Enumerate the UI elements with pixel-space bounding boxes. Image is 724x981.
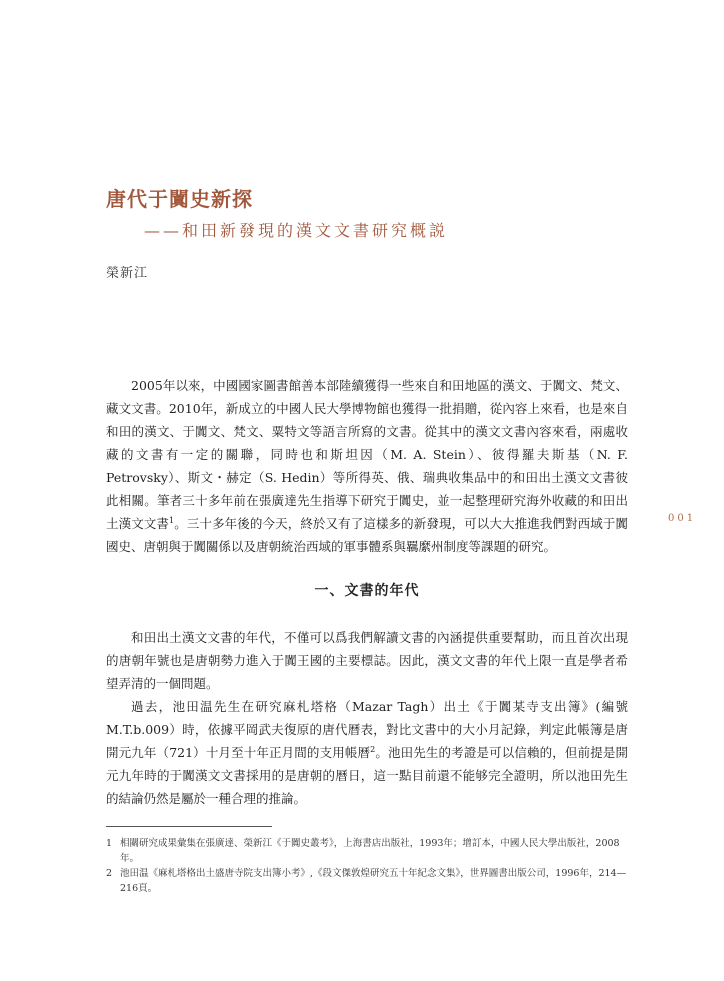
footnote-ref[interactable]: 1 [169,515,175,525]
paragraph-text: 過去，池田温先生在研究麻札塔格（Mazar Tagh）出土《于闐某寺支出簿》(編號M.T.b.009）時，依據平岡武夫復原的唐代曆表，對比文書中的大小月記錄，判定此帳簿是唐開元九年（721）十月至十年正月間的支用帳曆 [106,699,628,760]
author-name: 榮新江 [106,266,149,281]
footnote-text: 相關研究成果彙集在張廣達、榮新江《于闐史叢考》，上海書店出版社，1993年；增訂本，中國人民大學出版社，2008年。 [120,838,620,864]
paragraph-text: 2005年以來，中國國家圖書館善本部陸續獲得一些來自和田地區的漢文、于闐文、梵文、藏文文書。2010年，新成立的中國人民大學博物館也獲得一批捐贈，從內容上來看，也是來自和田的漢文、于闐文、梵文、粟特文等語言所寫的文書。從其中的漢文文書內容來看，兩處收藏的文書有一定的關聯，同時也和斯坦因（M. A. Stein）、彼得羅夫斯基（N. F. Petrovsky）、斯文・赫定（S. Hedin）等所得英、俄、瑞典收集品中的和田出土漢文文書彼此相關。筆者三十多年前在張廣達先生指導下研究于闐史，並一起整理研究海外收藏的和田出土漢文文書 [106,378,628,531]
paragraph [106,695,628,810]
paragraph [106,374,628,558]
intro-body [106,374,628,558]
footnote-number: 2 [106,868,113,879]
paragraph-text: 。三十多年後的今天，終於又有了這樣多的新發現，可以大大推進我們對西域于闐國史、唐朝與于闐關係以及唐朝統治西域的軍事體系與羈縻州制度等課題的研究。 [106,516,628,554]
page-number: 001 [668,513,697,524]
article-subtitle: ——和田新發現的漢文文書研究概説 [144,221,449,240]
footnote-text: 池田温《麻札塔格出土盛唐寺院支出簿小考》,《段文傑敦煌研究五十年紀念文集》，世界圖書出版公司，1996年，214—216頁。 [120,868,627,894]
footnote-ref[interactable]: 2 [370,744,376,754]
paragraph-text: 。池田先生的考證是可以信賴的，但前提是開元九年時的于闐漢文文書採用的是唐朝的曆日，這一點目前還不能够完全證明，所以池田先生的結論仍然是屬於一種合理的推論。 [106,745,628,806]
footnote [106,836,628,866]
paragraph-text: 和田出土漢文文書的年代，不僅可以爲我們解讀文書的內涵提供重要幫助，而且首次出現的唐朝年號也是唐朝勢力進入于闐王國的主要標誌。因此，漢文文書的年代上限一直是學者希望弄清的一個問題。 [106,630,628,691]
section-body [106,626,628,810]
footnote-number: 1 [106,838,113,849]
section-heading: 一、文書的年代 [314,583,420,599]
footnote-divider [106,826,272,827]
article-title: 唐代于闐史新探 [106,187,253,211]
paragraph [106,626,628,695]
footnote [106,866,628,896]
